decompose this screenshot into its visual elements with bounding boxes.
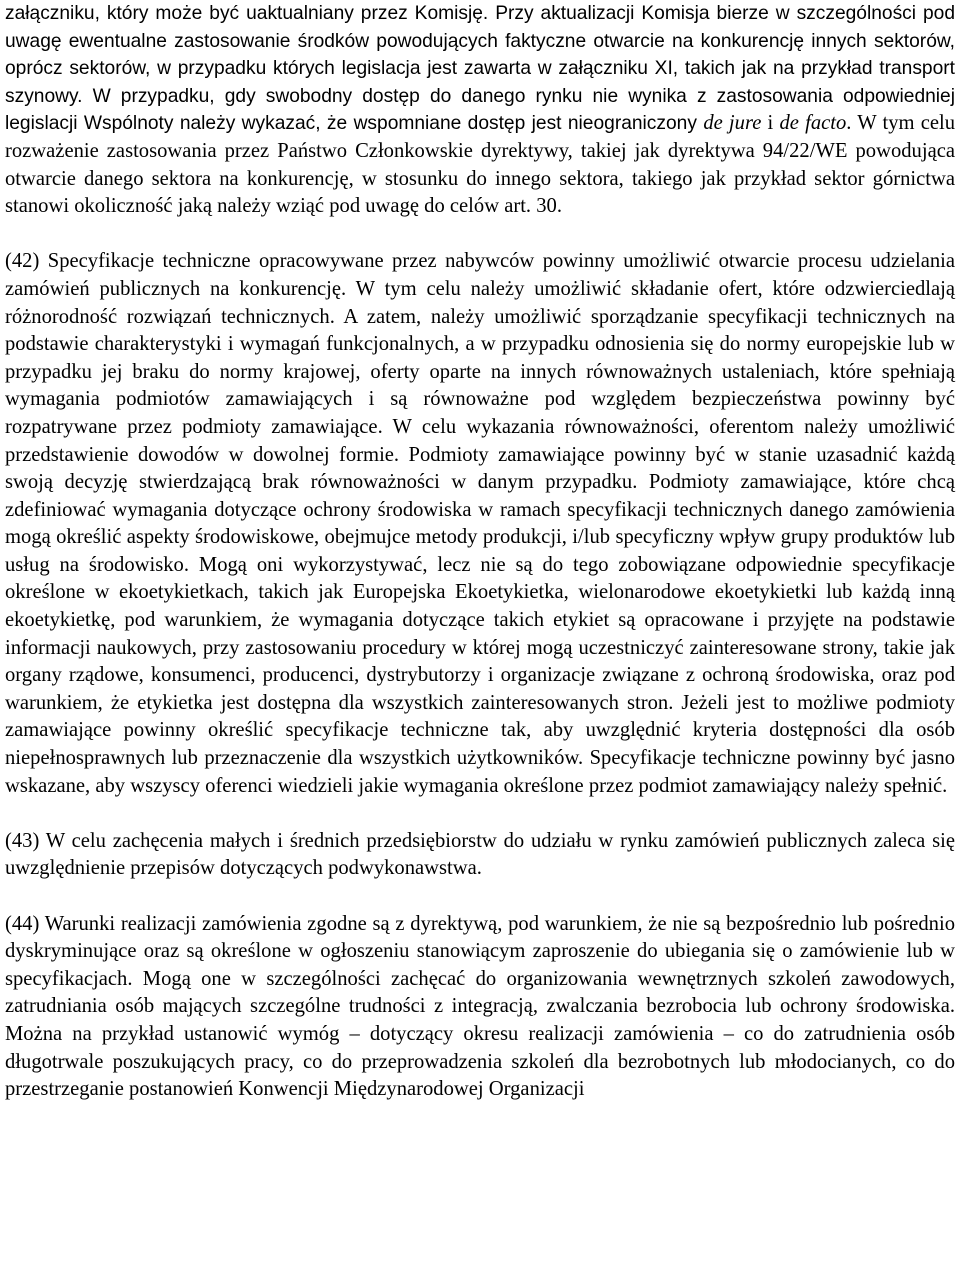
text-segment: (43) W celu zachęcenia małych i średnich przedsiębiorstw do udziału w rynku zamówień publicznych zaleca się uwzględnienie przepisów dotyczących podwykonawstwa. — [5, 829, 955, 880]
document-page — [5, 0, 955, 1104]
text-segment-italic: de facto — [779, 112, 847, 135]
text-segment-italic: de jure — [703, 112, 762, 135]
paragraph-44 — [5, 911, 955, 1104]
text-segment: (42) Specyfikacje techniczne opracowywane przez nabywców powinny umożliwić otwarcie procesu udzielania zamówień publicznych na konkurencję. W tym celu należy umożliwić składanie ofert, które odzwierciedlają różnorodność rozwiązań technicznych. A zatem, należy umożliwić sporządzanie specyfikacji technicznych na podstawie charakterystyki i wymagań funkcjonalnych, a w przypadku odnosienia się do normy europejskie lub w przypadku jej braku do normy krajowej, oferty oparte na innych równoważnych ustaleniach, które spełniają wymagania podmiotów zamawiających i są równoważne pod względem bezpieczeństwa powinny być rozpatrywane przez podmioty zamawiające. W celu wykazania równoważności, oferentom należy umożliwić przedstawienie dowodów w dowolnej formie. Podmioty zamawiające powinny być w stanie uzasadnić każdą swoją decyzję stwierdzającą brak równoważności w danym przypadku. Podmioty zamawiające, które chcą zdefiniować wymagania dotyczące ochrony środowiska w ramach specyfikacji technicznych danego zamówienia mogą określić aspekty środowiskowe, obejmujce metody produkcji, i/lub specyficzny wpływ grupy produktów lub usług na środowisko. Mogą oni wykorzystywać, lecz nie są do tego zobowiązane odpowiednie specyfikacje określone w ekoetykietkach, takich jak Europejska Ekoetykietka, wielonarodowe ekoetykietki lub każdą inną ekoetykietkę, pod warunkiem, że wymagania dotyczące takich etykiet są opracowane i przyjęte na podstawie informacji naukowych, przy zastosowaniu procedury w której mogą uczestniczyć zainteresowane strony, takie jak organy rządowe, konsumenci, producenci, dystrybutorzy i organizacje związane z ochroną środowiska, oraz pod warunkiem, że etykietka jest dostępna dla wszystkich zainteresowanych stron. Jeżeli jest to możliwe podmioty zamawiające powinny określić specyfikacje techniczne tak, aby uwzględnić kryteria dostępności dla osób niepełnosprawnych lub przeznaczenie dla wszystkich użytkowników. Specyfikacje techniczne powinny być jasno wskazane, aby wszyscy oferenci wiedzieli jakie wymagania określone przez podmiot zamawiający należy spełnić. — [5, 250, 955, 797]
paragraph-intro — [5, 0, 955, 221]
text-segment: (44) Warunki realizacji zamówienia zgodne są z dyrektywą, pod warunkiem, że nie są bezpośrednio lub pośrednio dyskryminujące oraz są określone w ogłoszeniu stanowiącym zaproszenie do ubiegania się o zamówienie lub w specyfikacjach. Mogą one w szczególności zachęcać do organizowania wewnętrznych szkoleń zawodowych, zatrudniania osób mających szczególne trudności z integracją, zwalczania bezrobocia lub ochrony środowiska. Można na przykład ustanowić wymóg – dotyczący okresu realizacji zamówienia – co do zatrudnienia osób długotrwale poszukujących pracy, co do przeprowadzenia szkoleń dla bezrobotnych lub młodocianych, co do przestrzeganie postanowień Konwencji Międzynarodowej Organizacji — [5, 912, 955, 1101]
paragraph-43 — [5, 828, 955, 883]
text-segment: i — [761, 112, 780, 135]
text-segment: załączniku, który może być uaktualniany przez Komisję. Przy aktualizacji Komisja bierze w szczególności pod uwagę ewentualne zastosowanie środków powodujących faktyczne otwarcie na konkurencję innych sektorów, oprócz sektorów, w przypadku których legislacja jest zawarta w załączniku XI, takich jak na przykład transport szynowy. W przypadku, gdy swobodny dostęp do danego rynku nie wynika z zastosowania odpowiedniej legislacji Wspólnoty należy wykazać, że wspomniane dostęp jest nieograniczony — [5, 3, 955, 135]
paragraph-42 — [5, 248, 955, 800]
text-segment: . W tym celu rozważenie zastosowania przez Państwo Członkowskie dyrektywy, takiej jak dyrektywa 94/22/WE powodująca otwarcie danego sektora na konkurencję, w stosunku do innego sektora, takiego jak przykład sektor górnictwa stanowi okoliczność jaką należy wziąć pod uwagę do celów art. 30. — [5, 112, 956, 218]
